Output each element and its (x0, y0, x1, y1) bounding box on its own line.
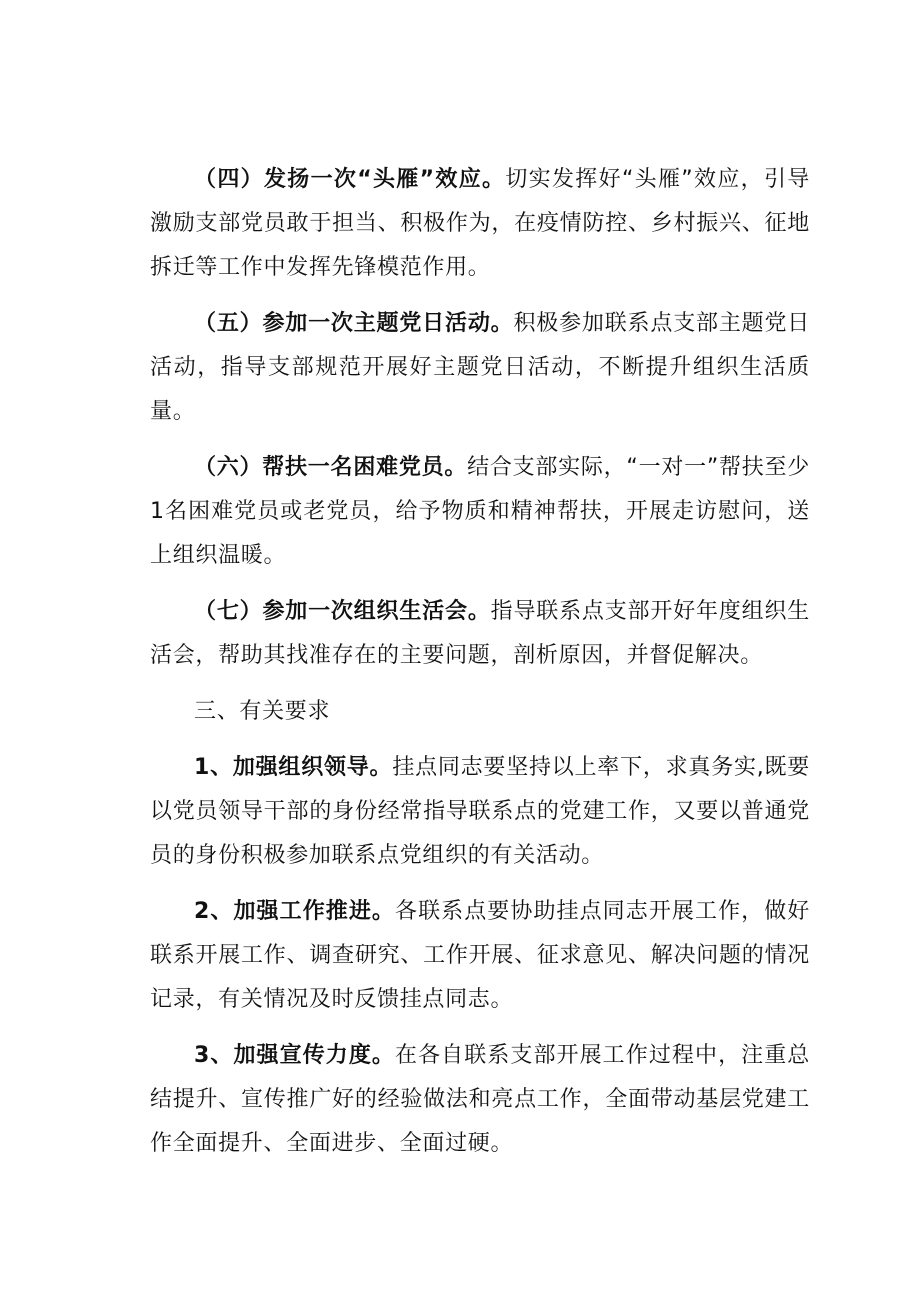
requirement-two-lead: 2、加强工作推进。 (194, 899, 395, 924)
requirement-one-lead: 1、加强组织领导。 (194, 755, 393, 780)
requirement-three (150, 1034, 810, 1166)
paragraph-four-lead: （四）发扬一次“头雁”效应。 (194, 167, 506, 192)
paragraph-four-body: 切实发挥好“头雁”效应，引导激励支部党员敢于担当、积极作为，在疫情防控、乡村振兴、征地拆迁等工作中发挥先锋模范作用。 (150, 167, 810, 280)
paragraph-five-body: 积极参加联系点支部主题党日活动，指导支部规范开展好主题党日活动，不断提升组织生活质量。 (150, 311, 810, 424)
requirement-three-body: 在各自联系支部开展工作过程中，注重总结提升、宣传推广好的经验做法和亮点工作，全面带动基层党建工作全面提升、全面进步、全面过硬。 (150, 1043, 810, 1156)
requirement-two-body: 各联系点要协助挂点同志开展工作，做好联系开展工作、调查研究、工作开展、征求意见、解决问题的情况记录，有关情况及时反馈挂点同志。 (150, 899, 810, 1012)
paragraph-five (150, 302, 810, 434)
paragraph-seven-lead: （七）参加一次组织生活会。 (194, 599, 491, 624)
requirement-three-lead: 3、加强宣传力度。 (194, 1043, 395, 1068)
paragraph-six-body: 结合支部实际，“一对一”帮扶至少1名困难党员或老党员，给予物质和精神帮扶，开展走访慰问，送上组织温暖。 (150, 455, 810, 568)
requirement-one (150, 746, 810, 878)
section-heading: 三、有关要求 (194, 699, 331, 724)
paragraph-five-lead: （五）参加一次主题党日活动。 (194, 311, 514, 336)
requirement-two (150, 890, 810, 1022)
paragraph-four (150, 158, 810, 290)
requirement-one-body: 挂点同志要坚持以上率下，求真务实,既要以党员领导干部的身份经常指导联系点的党建工作，又要以普通党员的身份积极参加联系点党组织的有关活动。 (150, 755, 811, 868)
document-body (150, 158, 810, 1178)
paragraph-seven-body: 指导联系点支部开好年度组织生活会，帮助其找准存在的主要问题，剖析原因，并督促解决。 (150, 599, 810, 668)
paragraph-seven (150, 590, 810, 678)
paragraph-six (150, 446, 810, 578)
paragraph-six-lead: （六）帮扶一名困难党员。 (194, 455, 468, 480)
